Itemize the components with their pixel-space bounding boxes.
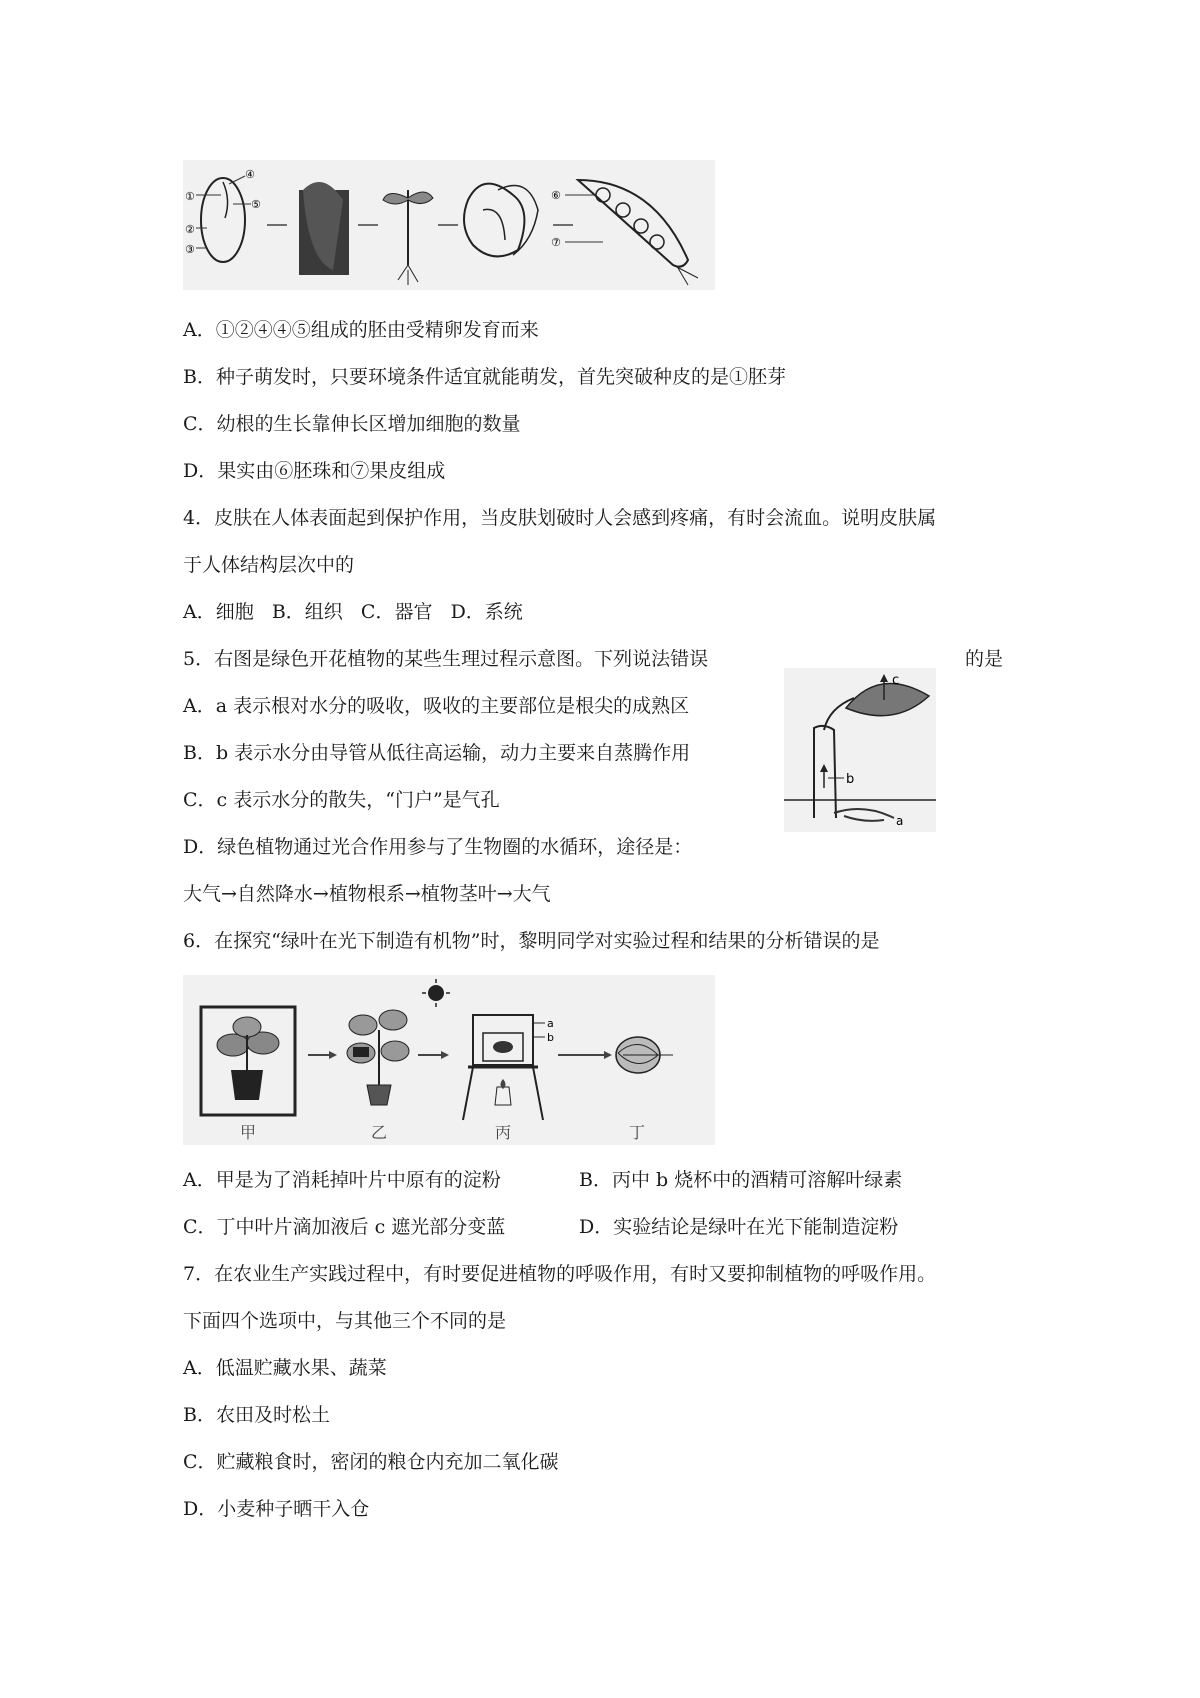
option-text: 贮藏粮食时，密闭的粮仓内充加二氧化碳 xyxy=(216,1451,559,1473)
option-letter: D． xyxy=(579,1216,614,1238)
option-letter: D． xyxy=(183,836,218,858)
option-letter: D． xyxy=(183,1498,218,1520)
photosynthesis-experiment-figure xyxy=(183,975,715,1145)
q4-options: A．细胞 B．组织 C．器官 D．系统 xyxy=(183,601,523,623)
q5-option-d xyxy=(183,834,692,860)
option-letter: A． xyxy=(183,1169,216,1191)
option-letter: C． xyxy=(183,413,217,435)
q7-option-a xyxy=(183,1355,387,1381)
water-cycle-figure xyxy=(784,668,936,832)
option-letter: B． xyxy=(183,1404,216,1426)
option-text: 丁中叶片滴加液后 c 遮光部分变蓝 xyxy=(216,1216,506,1238)
q6-option-b xyxy=(579,1167,902,1193)
label-b: b xyxy=(547,1031,554,1044)
label-1: ① xyxy=(185,190,195,203)
option-letter: C． xyxy=(183,1216,217,1238)
q7-option-d xyxy=(183,1496,369,1522)
label-7: ⑦ xyxy=(551,236,561,249)
label-b: b xyxy=(846,772,855,787)
label-6: ⑥ xyxy=(551,189,561,202)
option-text: b 表示水分由导管从低往高运输，动力主要来自蒸腾作用 xyxy=(215,742,691,764)
label-yi: 乙 xyxy=(371,1123,388,1142)
q5-option-b xyxy=(183,740,690,766)
photosynthesis-experiment-drawing xyxy=(183,975,715,1145)
option-letter: A． xyxy=(183,695,216,717)
option-text: 种子萌发时，只要环境条件适宜就能萌发，首先突破种皮的是①胚芽 xyxy=(215,366,786,388)
q6-options-row1 xyxy=(183,1167,1083,1193)
option-text: a 表示根对水分的吸收，吸收的主要部位是根尖的成熟区 xyxy=(215,695,690,717)
q6-option-c xyxy=(183,1216,505,1238)
label-bing: 丙 xyxy=(495,1123,512,1142)
option-text: 幼根的生长靠伸长区增加细胞的数量 xyxy=(216,413,521,435)
label-a: a xyxy=(547,1017,554,1030)
water-cycle-drawing xyxy=(784,668,936,832)
option-text: c 表示水分的散失，“门户”是气孔 xyxy=(216,789,500,811)
option-letter: C． xyxy=(183,789,217,811)
q3-option-c xyxy=(183,411,521,437)
label-4: ④ xyxy=(245,168,255,181)
q7-stem-line2: 下面四个选项中，与其他三个不同的是 xyxy=(183,1310,507,1332)
q7-option-b xyxy=(183,1402,330,1428)
label-a: a xyxy=(896,814,904,828)
option-letter: B． xyxy=(183,742,216,764)
option-text: 甲是为了消耗掉叶片中原有的淀粉 xyxy=(215,1169,501,1191)
label-5: ⑤ xyxy=(251,198,261,211)
option-text: 丙中 b 烧杯中的酒精可溶解叶绿素 xyxy=(611,1169,903,1191)
q4-stem-line2: 于人体结构层次中的 xyxy=(183,554,355,576)
q5-option-a xyxy=(183,693,689,719)
q3-option-d xyxy=(183,458,445,484)
option-letter: C． xyxy=(183,1451,217,1473)
q7-stem-line1: 7．在农业生产实践过程中，有时要促进植物的呼吸作用，有时又要抑制植物的呼吸作用。 xyxy=(183,1263,937,1285)
q6-option-d xyxy=(579,1214,898,1240)
q6-option-a xyxy=(183,1169,501,1191)
q3-option-a xyxy=(183,317,539,343)
q5-path-line: 大气→自然降水→植物根系→植物茎叶→大气 xyxy=(183,883,551,905)
label-c: c xyxy=(892,673,900,688)
option-letter: A． xyxy=(183,319,216,341)
q7-option-c xyxy=(183,1449,559,1475)
label-jia: 甲 xyxy=(240,1123,257,1142)
label-3: ③ xyxy=(185,243,195,256)
q6-options-row2 xyxy=(183,1214,1083,1240)
option-text: 果实由⑥胚珠和⑦果皮组成 xyxy=(217,460,446,482)
option-letter: B． xyxy=(579,1169,612,1191)
seed-development-drawing xyxy=(183,160,715,290)
option-letter: D． xyxy=(183,460,218,482)
option-text: 小麦种子晒干入仓 xyxy=(217,1498,370,1520)
option-letter: A． xyxy=(183,1357,216,1379)
q3-option-b xyxy=(183,364,786,390)
label-ding: 丁 xyxy=(629,1123,646,1142)
option-text: 低温贮藏水果、蔬菜 xyxy=(215,1357,387,1379)
option-letter: B． xyxy=(183,366,216,388)
q6-stem: 6．在探究“绿叶在光下制造有机物”时，黎明同学对实验过程和结果的分析错误的是 xyxy=(183,930,880,952)
option-text: 农田及时松土 xyxy=(215,1404,330,1426)
seed-development-figure xyxy=(183,160,715,290)
option-text: ①②④④⑤组成的胚由受精卵发育而来 xyxy=(215,319,539,341)
q4-stem-line1: 4．皮肤在人体表面起到保护作用，当皮肤划破时人会感到疼痛，有时会流血。说明皮肤属 xyxy=(183,507,937,529)
option-text: 实验结论是绿叶在光下能制造淀粉 xyxy=(613,1216,899,1238)
q5-stem-left: 5．右图是绿色开花植物的某些生理过程示意图。下列说法错误 xyxy=(183,648,709,670)
q5-stem-right: 的是 xyxy=(965,648,1004,670)
q5-option-c xyxy=(183,787,500,813)
label-2: ② xyxy=(185,223,195,236)
option-text: 绿色植物通过光合作用参与了生物圈的水循环，途径是： xyxy=(217,836,693,858)
